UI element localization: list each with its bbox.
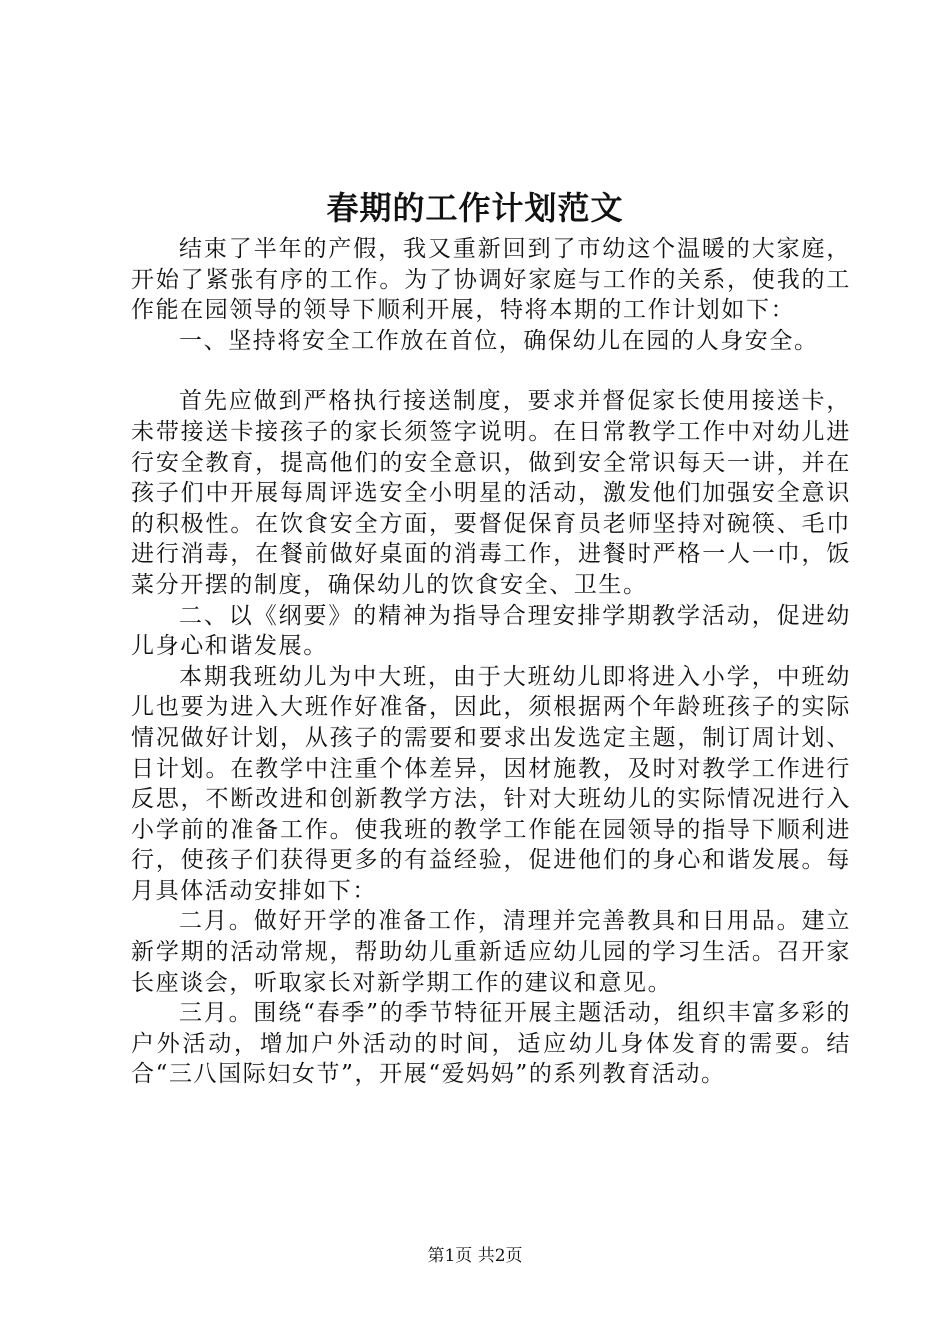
paragraph-intro: 结束了半年的产假，我又重新回到了市幼这个温暖的大家庭，开始了紧张有序的工作。为了协调好家庭与工作的关系，使我的工作能在园领导的领导下顺利开展，特将本期的工作计划如下： xyxy=(131,236,851,324)
paragraph-february: 二月。做好开学的准备工作，清理并完善教具和日用品。建立新学期的活动常规，帮助幼儿重新适应幼儿园的学习生活。召开家长座谈会，听取家长对新学期工作的建议和意见。 xyxy=(131,908,851,996)
paragraph-safety-details: 首先应做到严格执行接送制度，要求并督促家长使用接送卡，未带接送卡接孩子的家长须签字说明。在日常教学工作中对幼儿进行安全教育，提高他们的安全意识，做到安全常识每天一讲，并在孩子们中开展每周评选安全小明星的活动，激发他们加强安全意识的积极性。在饮食安全方面，要督促保育员老师坚持对碗筷、毛巾进行消毒，在餐前做好桌面的消毒工作，进餐时严格一人一巾，饭菜分开摆的制度，确保幼儿的饮食安全、卫生。 xyxy=(131,388,851,598)
paragraph-section-two-heading: 二、以《纲要》的精神为指导合理安排学期教学活动，促进幼儿身心和谐发展。 xyxy=(131,602,851,660)
paragraph-march: 三月。围绕“春季”的季节特征开展主题活动，组织丰富多彩的户外活动，增加户外活动的时间，适应幼儿身体发育的需要。结合“三八国际妇女节”，开展“爱妈妈”的系列教育活动。 xyxy=(131,1000,851,1088)
document-title: 春期的工作计划范文 xyxy=(326,189,624,227)
paragraph-section-one-heading: 一、坚持将安全工作放在首位，确保幼儿在园的人身安全。 xyxy=(179,327,819,354)
page-number-footer: 第1页 共2页 xyxy=(427,1246,523,1266)
paragraph-teaching-plan: 本期我班幼儿为中大班，由于大班幼儿即将进入小学，中班幼儿也要为进入大班作好准备，因此，须根据两个年龄班孩子的实际情况做好计划，从孩子的需要和要求出发选定主题，制订周计划、日计划。在教学中注重个体差异，因材施教，及时对教学工作进行反思，不断改进和创新教学方法，针对大班幼儿的实际情况进行入小学前的准备工作。使我班的教学工作能在园领导的指导下顺利进行，使孩子们获得更多的有益经验，促进他们的身心和谐发展。每月具体活动安排如下： xyxy=(131,663,851,904)
document-body xyxy=(131,234,851,1090)
